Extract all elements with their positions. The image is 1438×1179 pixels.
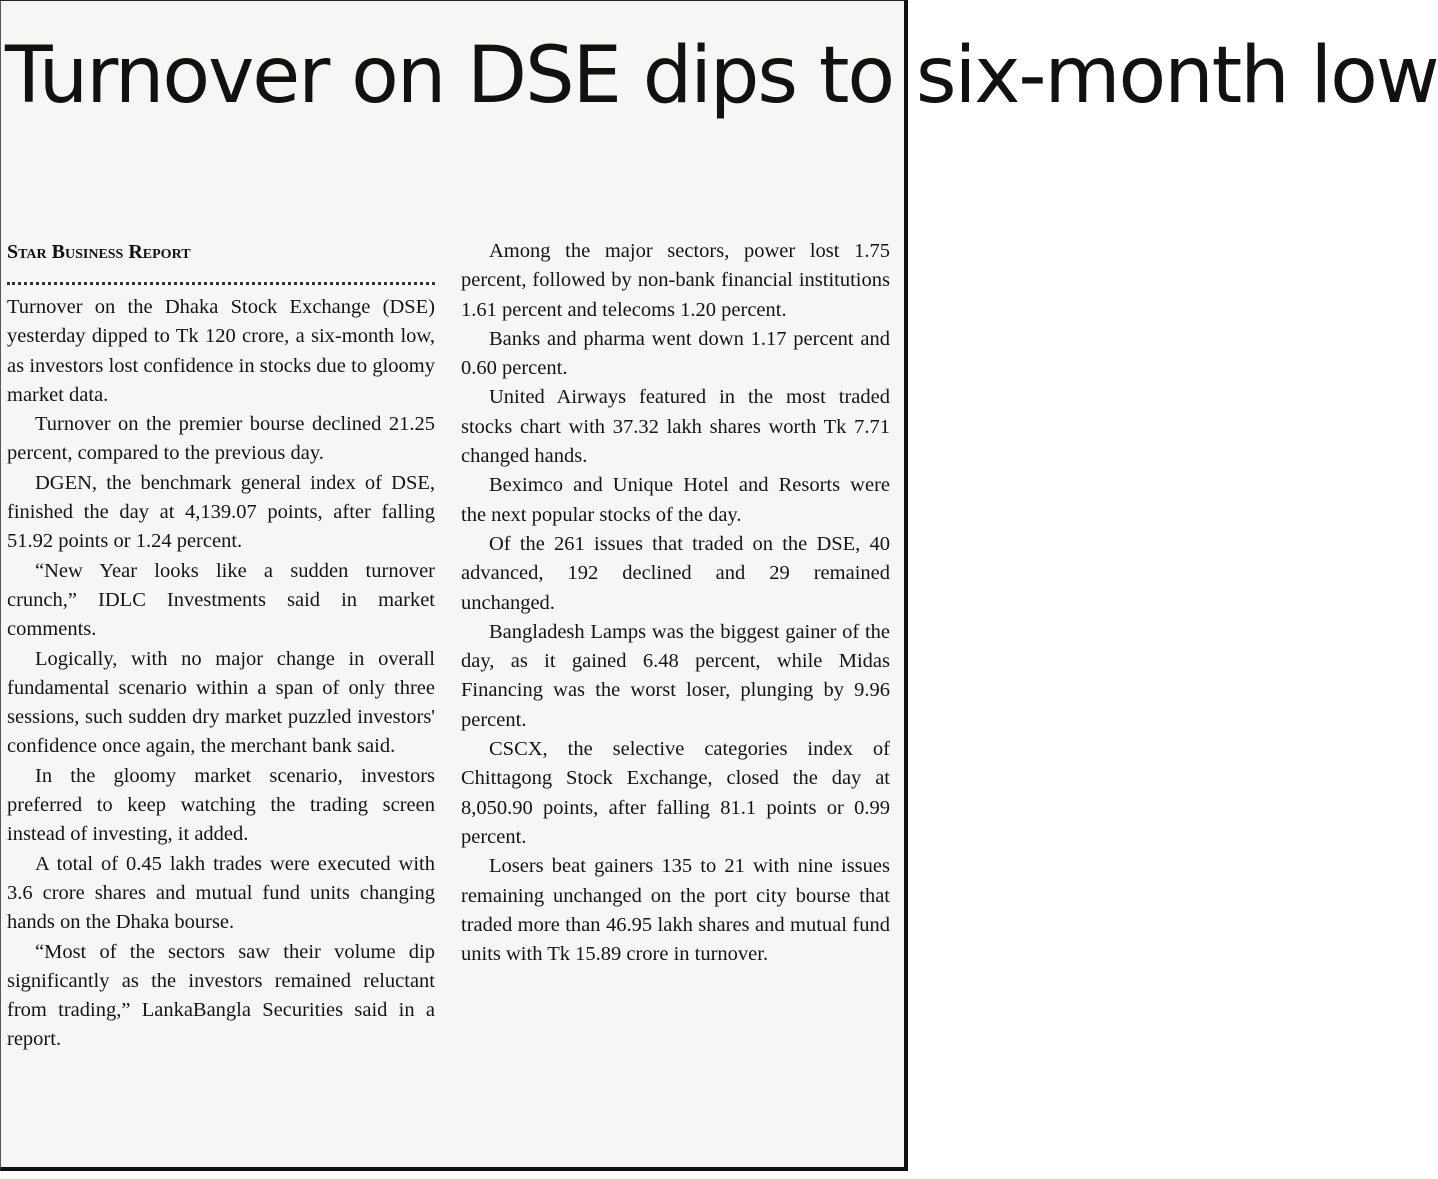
paragraph: Turnover on the premier bourse declined 21.25 percent, compared to the previous day. xyxy=(7,413,435,465)
paragraph: “New Year looks like a sudden turnover crunch,” IDLC Investments said in market comments. xyxy=(7,559,435,641)
article-column-right xyxy=(461,237,890,1161)
paragraph: A total of 0.45 lakh trades were executed with 3.6 crore shares and mutual fund units changing hands on the Dhaka bourse. xyxy=(7,852,435,934)
paragraph: Banks and pharma went down 1.17 percent and 0.60 percent. xyxy=(461,327,890,380)
paragraph: Of the 261 issues that traded on the DSE, 40 advanced, 192 declined and 29 remained unchanged. xyxy=(461,532,890,614)
paragraph: United Airways featured in the most traded stocks chart with 37.32 lakh shares worth Tk 7.71 changed hands. xyxy=(461,386,890,468)
paragraph: Among the major sectors, power lost 1.75 percent, followed by non-bank financial institutions 1.61 percent and telecoms 1.20 percent. xyxy=(461,240,890,321)
paragraph-split-across-columns: “Most of the sectors saw their volume dip significantly as the investors remained reluctant from trading,” LankaBangla Securities said in a report. xyxy=(7,940,435,1051)
paragraph: Losers beat gainers 135 to 21 with nine issues remaining unchanged on the port city bourse that traded more than 46.95 lakh shares and mutual fund units with Tk 15.89 crore in turnover. xyxy=(461,855,890,966)
paragraph: Logically, with no major change in overall fundamental scenario within a span of only three sessions, such sudden dry market puzzled investors' confidence once again, the merchant bank said. xyxy=(7,647,435,758)
headline: Turnover on DSE dips to six-month low xyxy=(5,31,1438,121)
byline-dotted-rule xyxy=(7,282,435,285)
paragraph: DGEN, the benchmark general index of DSE, finished the day at 4,139.07 points, after falling 51.92 points or 1.24 percent. xyxy=(7,471,435,553)
article-column-left xyxy=(7,293,435,1161)
paragraph: CSCX, the selective categories index of Chittagong Stock Exchange, closed the day at 8,050.90 points, after falling 81.1 points or 0.99 percent. xyxy=(461,738,890,848)
paragraph: Beximco and Unique Hotel and Resorts were the next popular stocks of the day. xyxy=(461,474,890,526)
paragraph: Bangladesh Lamps was the biggest gainer of the day, as it gained 6.48 percent, while Midas Financing was the worst loser, plunging by 9.96 percent. xyxy=(461,620,890,731)
paragraph: In the gloomy market scenario, investors preferred to keep watching the trading screen instead of investing, it added. xyxy=(7,764,435,846)
paragraph: Turnover on the Dhaka Stock Exchange (DSE) yesterday dipped to Tk 120 crore, a six-month low, as investors lost confidence in stocks due to gloomy market data. xyxy=(7,296,435,406)
byline: Star Business Report xyxy=(7,241,191,263)
